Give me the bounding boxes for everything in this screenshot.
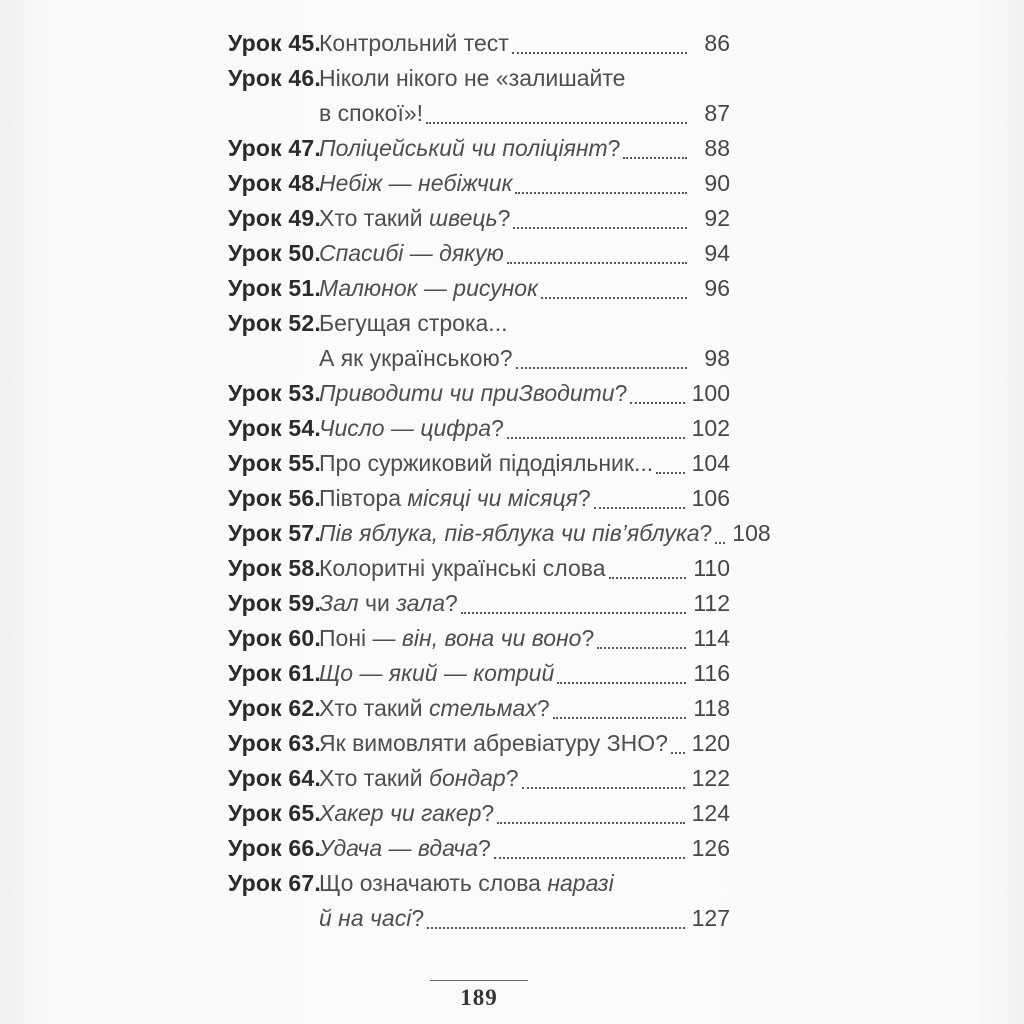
lesson-label: Урок 55. [228, 450, 322, 476]
toc-entry-line [228, 866, 730, 901]
dot-leader [497, 822, 684, 824]
lesson-label: Урок 61. [228, 660, 322, 686]
lesson-label: Урок 67. [228, 870, 322, 896]
toc-entry-line [228, 761, 730, 796]
toc-entry-line [228, 236, 730, 271]
toc-entry-line [228, 656, 730, 691]
lesson-title: Півтора місяці чи місяця? [319, 485, 591, 511]
lesson-title: Хакер чи гакер? [319, 800, 495, 826]
dot-leader [623, 157, 687, 159]
lesson-title: Бегущая строка... [319, 310, 508, 336]
page-number: 112 [693, 590, 730, 616]
page-number: 110 [693, 555, 730, 581]
toc-entry-line [228, 61, 730, 96]
lesson-title: Ніколи нікого не «залишайте [319, 65, 626, 91]
lesson-label: Урок 62. [228, 695, 322, 721]
dot-leader [426, 122, 687, 124]
lesson-title: й на часі? [319, 905, 425, 931]
toc-entry-line [228, 481, 730, 516]
lesson-title: А як українською? [319, 345, 513, 371]
toc-entry-line [228, 551, 730, 586]
page-number: 118 [693, 695, 730, 721]
lesson-title: Спасибі — дякую [319, 240, 504, 266]
lesson-title: Удача — вдача? [319, 835, 491, 861]
toc-entry-line [228, 166, 730, 201]
toc-entry-line [228, 446, 730, 481]
page-number: 90 [704, 170, 730, 196]
lesson-label: Урок 50. [228, 240, 322, 266]
dot-leader [553, 717, 687, 719]
toc-entry-line [228, 726, 730, 761]
lesson-title: в спокої»! [319, 100, 424, 126]
lesson-label: Урок 53. [228, 380, 322, 406]
page-number: 124 [691, 800, 730, 826]
toc-page [228, 0, 771, 1011]
lesson-title: Про суржиковий підодіяльник... [319, 450, 654, 476]
dot-leader [522, 787, 685, 789]
dot-leader [630, 402, 684, 404]
lesson-label: Урок 59. [228, 590, 322, 616]
footer-divider [430, 980, 528, 981]
dot-leader [507, 437, 685, 439]
lesson-title: Контрольний тест [319, 30, 509, 56]
lesson-title: Приводити чи приЗводити? [319, 380, 628, 406]
lesson-title: Що — який — котрий [319, 660, 555, 686]
lesson-title: Поліцейський чи поліціянт? [319, 135, 621, 161]
toc-entry-line [228, 621, 730, 656]
dot-leader [512, 52, 687, 54]
lesson-label: Урок 47. [228, 135, 322, 161]
toc-entry-line [228, 131, 730, 166]
toc-entry-line [228, 201, 730, 236]
page-number: 102 [691, 415, 730, 441]
page-number: 106 [691, 485, 730, 511]
lesson-label: Урок 45. [228, 30, 322, 56]
page-number: 87 [704, 100, 730, 126]
dot-leader [516, 367, 687, 369]
lesson-title: Малюнок — рисунок [319, 275, 538, 301]
lesson-title: Поні — він, вона чи воно? [319, 625, 595, 651]
toc-entry-line [228, 341, 730, 376]
lesson-label: Урок 57. [228, 520, 322, 546]
toc-entry-line [228, 901, 730, 936]
dot-leader [427, 927, 685, 929]
dot-leader [597, 647, 686, 649]
lesson-title: Хто такий бондар? [319, 765, 519, 791]
page-number: 94 [704, 240, 730, 266]
lesson-label: Урок 64. [228, 765, 322, 791]
lesson-title: Небіж — небіжчик [319, 170, 513, 196]
page-number: 120 [691, 730, 730, 756]
dot-leader [715, 542, 725, 544]
toc-entry-line [228, 271, 730, 306]
lesson-label: Урок 48. [228, 170, 322, 196]
lesson-label: Урок 58. [228, 555, 322, 581]
dot-leader [541, 297, 687, 299]
lesson-label: Урок 60. [228, 625, 322, 651]
lesson-label: Урок 46. [228, 65, 322, 91]
page-number: 116 [693, 660, 730, 686]
lesson-label: Урок 52. [228, 310, 322, 336]
dot-leader [609, 577, 687, 579]
lesson-label: Урок 54. [228, 415, 322, 441]
page-number: 122 [691, 765, 730, 791]
dot-leader [594, 507, 685, 509]
page-number: 88 [704, 135, 730, 161]
toc-entry-line [228, 376, 730, 411]
page-footer [228, 980, 730, 1011]
page-number: 92 [704, 205, 730, 231]
lesson-title: Число — цифра? [319, 415, 504, 441]
lesson-label: Урок 49. [228, 205, 322, 231]
toc-entry-line [228, 586, 730, 621]
dot-leader [513, 227, 687, 229]
lesson-title: Що означають слова наразі [319, 870, 614, 896]
lesson-label: Урок 63. [228, 730, 322, 756]
toc-entry-line [228, 96, 730, 131]
lesson-label: Урок 66. [228, 835, 322, 861]
lesson-label: Урок 51. [228, 275, 322, 301]
page-number: 86 [704, 30, 730, 56]
dot-leader [557, 682, 686, 684]
dot-leader [494, 857, 685, 859]
dot-leader [515, 192, 687, 194]
toc-entry-line [228, 411, 730, 446]
lesson-title: Як вимовляти абревіатуру ЗНО? [319, 730, 668, 756]
dot-leader [461, 612, 687, 614]
dot-leader [671, 752, 685, 754]
lesson-title: Хто такий стельмах? [319, 695, 550, 721]
toc-entry-line [228, 691, 730, 726]
lesson-label: Урок 65. [228, 800, 322, 826]
toc-list [228, 26, 771, 936]
page-number: 108 [732, 520, 771, 546]
page-number: 127 [691, 905, 730, 931]
lesson-title: Хто такий швець? [319, 205, 511, 231]
page-number: 104 [691, 450, 730, 476]
page-number: 96 [704, 275, 730, 301]
toc-entry-line [228, 306, 730, 341]
dot-leader [656, 472, 684, 474]
lesson-title: Зал чи зала? [319, 590, 458, 616]
page-number: 98 [704, 345, 730, 371]
toc-entry-line [228, 796, 730, 831]
footer-page-number: 189 [460, 985, 498, 1010]
dot-leader [507, 262, 687, 264]
page-number: 114 [693, 625, 730, 651]
page-number: 126 [691, 835, 730, 861]
lesson-title: Пів яблука, пів-яблука чи пів’яблука? [319, 520, 713, 546]
lesson-label: Урок 56. [228, 485, 322, 511]
toc-entry-line [228, 516, 771, 551]
lesson-title: Колоритні українські слова [319, 555, 606, 581]
toc-entry-line [228, 26, 730, 61]
toc-entry-line [228, 831, 730, 866]
page-number: 100 [691, 380, 730, 406]
